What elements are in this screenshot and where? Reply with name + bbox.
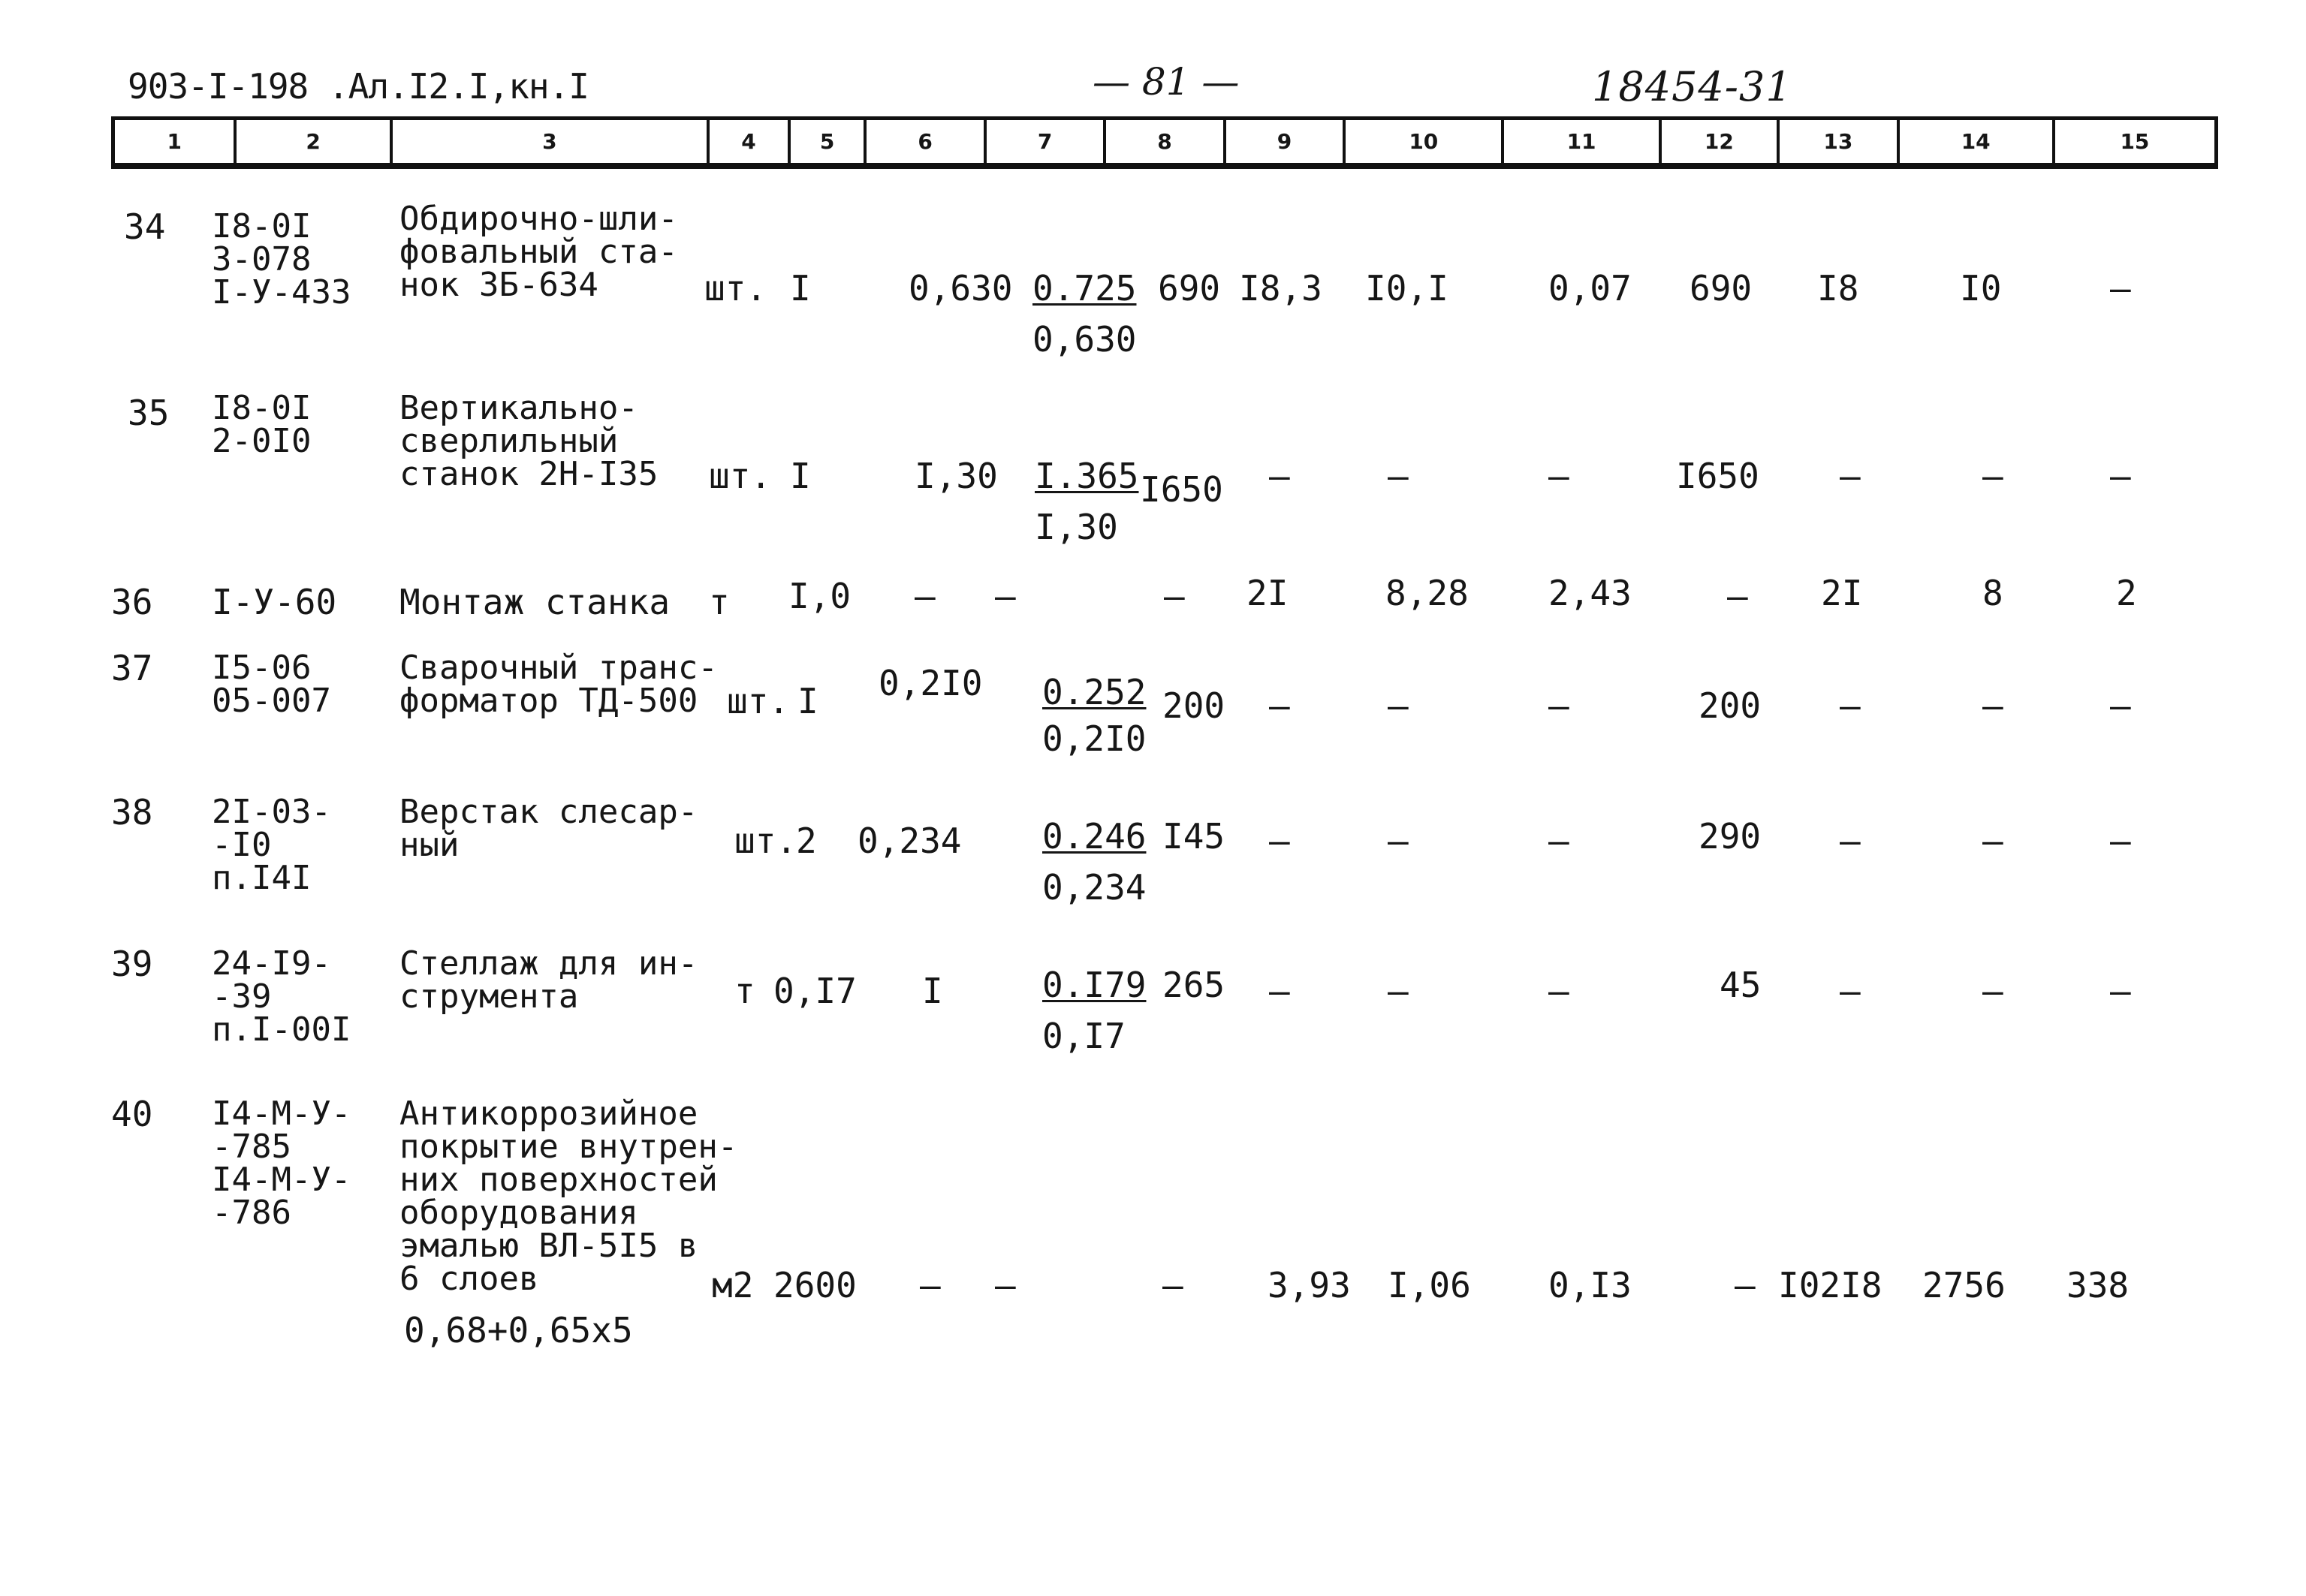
column-6-value: 0,2I0: [879, 663, 983, 703]
column-7-bottom: 0,I7: [1042, 1016, 1126, 1056]
column-11-value: 0,07: [1548, 268, 1632, 309]
column-12-value: 200: [1699, 685, 1762, 726]
column-7-top: I.365: [1035, 456, 1139, 496]
column-13-value: I02I8: [1778, 1265, 1882, 1305]
item-name: Вертикально- сверлильный станок 2Н-I35: [399, 389, 659, 493]
column-6-value: I,30: [915, 456, 998, 496]
column-11-value: –: [1548, 456, 1569, 496]
row-number: 40: [111, 1094, 153, 1134]
column-7-top: 0.I79: [1042, 965, 1147, 1005]
column-8-value: –: [1164, 576, 1185, 616]
column-7-bottom: 0,234: [1042, 867, 1147, 908]
column-header-15: 15: [2120, 129, 2150, 154]
column-12-value: –: [1727, 576, 1748, 616]
column-15-value: –: [2110, 456, 2131, 496]
column-9-value: –: [1269, 685, 1290, 726]
row-number: 35: [128, 393, 170, 433]
column-7-top: 0.725: [1032, 268, 1137, 309]
column-15-value: –: [2110, 685, 2131, 726]
reference-code: I8-0I 3-078 I-У-433: [212, 207, 351, 312]
column-10-value: 8,28: [1385, 573, 1469, 613]
column-11-value: –: [1548, 685, 1569, 726]
column-14-value: I0: [1960, 268, 2002, 309]
column-header-7: 7: [987, 120, 1106, 163]
quantity: I: [790, 456, 811, 496]
column-12-value: 290: [1699, 816, 1762, 857]
column-header-12: 12: [1662, 120, 1780, 163]
column-8-value: 265: [1162, 965, 1225, 1005]
column-9-value: I8,3: [1239, 268, 1322, 309]
column-13-value: –: [1840, 821, 1861, 861]
column-11-value: –: [1548, 971, 1569, 1011]
column-15-value: 338: [2066, 1265, 2130, 1305]
reference-code: I-У-60: [212, 582, 337, 622]
column-10-value: I0,I: [1365, 268, 1448, 309]
column-15-value: –: [2110, 971, 2131, 1011]
quantity: 2: [796, 821, 817, 861]
item-name: Обдирочно-шли- фовальный ста- нок 3Б-634: [399, 200, 678, 304]
column-7-bottom: I,30: [1035, 507, 1118, 547]
column-6-value: –: [915, 576, 936, 616]
column-header-4: 4: [710, 120, 791, 163]
column-header-6: 6: [867, 120, 986, 163]
unit: м2: [712, 1265, 754, 1305]
column-7-top: 0.246: [1042, 816, 1147, 857]
column-13-value: 2I: [1821, 573, 1863, 613]
column-8-value: 200: [1162, 685, 1225, 726]
page-number: — 81 —: [1093, 60, 1240, 104]
quantity: I,0: [788, 576, 852, 616]
column-header-5: 5: [791, 120, 867, 163]
column-14-value: –: [1982, 971, 2003, 1011]
column-12-value: I650: [1676, 456, 1759, 496]
column-9-value: –: [1269, 971, 1290, 1011]
column-12-value: –: [1735, 1265, 1756, 1305]
item-name: Антикоррозийное покрытие внутрен- них поверхностей оборудования эмалью ВЛ-5I5 в 6 слоев: [399, 1095, 738, 1298]
item-name: Верстак слесар- ный: [399, 793, 698, 864]
sheet-number: 18454-31: [1592, 63, 1792, 110]
column-9-value: –: [1269, 821, 1290, 861]
column-6-value: –: [920, 1265, 941, 1305]
column-15-value: 2: [2116, 573, 2137, 613]
column-10-value: I,06: [1388, 1265, 1471, 1305]
reference-code: 24-I9- -39 п.I-00I: [212, 944, 351, 1049]
column-11-value: 2,43: [1548, 573, 1632, 613]
column-6-value: 0,234: [858, 821, 962, 861]
column-6-value: I: [922, 971, 943, 1011]
row-number: 38: [111, 792, 153, 833]
row-number: 34: [124, 206, 166, 247]
item-name: Монтаж станка: [399, 582, 671, 622]
column-header-10: 10: [1346, 120, 1504, 163]
column-7-bottom: 0,2I0: [1042, 718, 1147, 759]
column-header-row: [111, 116, 2218, 169]
quantity: I: [797, 681, 818, 721]
item-name: Стеллаж для ин- струмента: [399, 944, 698, 1016]
column-7-bottom: 0,630: [1032, 319, 1137, 360]
column-9-value: –: [1269, 456, 1290, 496]
column-8-value: 690: [1158, 268, 1221, 309]
document-code: 903-I-198 .Ал.I2.I,кн.I: [128, 66, 589, 107]
column-11-value: 0,I3: [1548, 1265, 1632, 1305]
column-13-value: I8: [1817, 268, 1859, 309]
column-header-13: 13: [1780, 120, 1899, 163]
column-14-value: –: [1982, 821, 2003, 861]
column-15-value: –: [2110, 821, 2131, 861]
column-8-value: I45: [1162, 816, 1225, 857]
column-12-value: 690: [1690, 268, 1753, 309]
column-7-value: –: [995, 1265, 1016, 1305]
column-13-value: –: [1840, 971, 1861, 1011]
column-13-value: –: [1840, 456, 1861, 496]
row-number: 39: [111, 944, 153, 984]
reference-code: 2I-03- -I0 п.I4I: [212, 793, 331, 897]
item-name: Сварочный транс- форматор ТД-500: [399, 649, 718, 720]
column-6-value: 0,630: [909, 268, 1013, 309]
column-10-value: –: [1388, 685, 1409, 726]
column-10-value: –: [1388, 821, 1409, 861]
column-14-value: 8: [1982, 573, 2003, 613]
row-number: 37: [111, 648, 153, 688]
column-7-top: 0.252: [1042, 672, 1147, 712]
column-header-2: 2: [237, 120, 392, 163]
column-14-value: –: [1982, 685, 2003, 726]
column-header-11: 11: [1504, 120, 1661, 163]
reference-code: I8-0I 2-0I0: [212, 389, 312, 460]
unit: т: [734, 971, 755, 1011]
column-10-value: –: [1388, 971, 1409, 1011]
column-header-1: 1: [115, 120, 237, 163]
unit: шт.: [709, 456, 772, 496]
coefficient-note: 0,68+0,65х5: [404, 1310, 633, 1351]
unit: т: [709, 582, 730, 622]
column-header-14: 14: [1900, 120, 2055, 163]
column-header-8: 8: [1106, 120, 1225, 163]
column-12-value: 45: [1720, 965, 1762, 1005]
column-9-value: 3,93: [1268, 1265, 1351, 1305]
column-header-9: 9: [1226, 120, 1346, 163]
unit: шт.: [734, 821, 797, 861]
column-9-value: 2I: [1246, 573, 1289, 613]
column-7-value: –: [995, 576, 1016, 616]
quantity: I: [790, 268, 811, 309]
column-11-value: –: [1548, 821, 1569, 861]
unit: шт.: [727, 681, 790, 721]
row-number: 36: [111, 582, 153, 622]
column-14-value: 2756: [1922, 1265, 2006, 1305]
quantity: 2600: [773, 1265, 857, 1305]
quantity: 0,I7: [773, 971, 857, 1011]
reference-code: I4-М-У- -785 I4-М-У- -786: [212, 1095, 351, 1232]
column-15-value: –: [2110, 268, 2131, 309]
unit: шт.: [704, 268, 767, 309]
column-10-value: –: [1388, 456, 1409, 496]
column-14-value: –: [1982, 456, 2003, 496]
reference-code: I5-06 05-007: [212, 649, 331, 720]
column-8-value: –: [1162, 1265, 1183, 1305]
column-8-value: I650: [1140, 469, 1223, 510]
column-13-value: –: [1840, 685, 1861, 726]
column-header-3: 3: [393, 120, 710, 163]
